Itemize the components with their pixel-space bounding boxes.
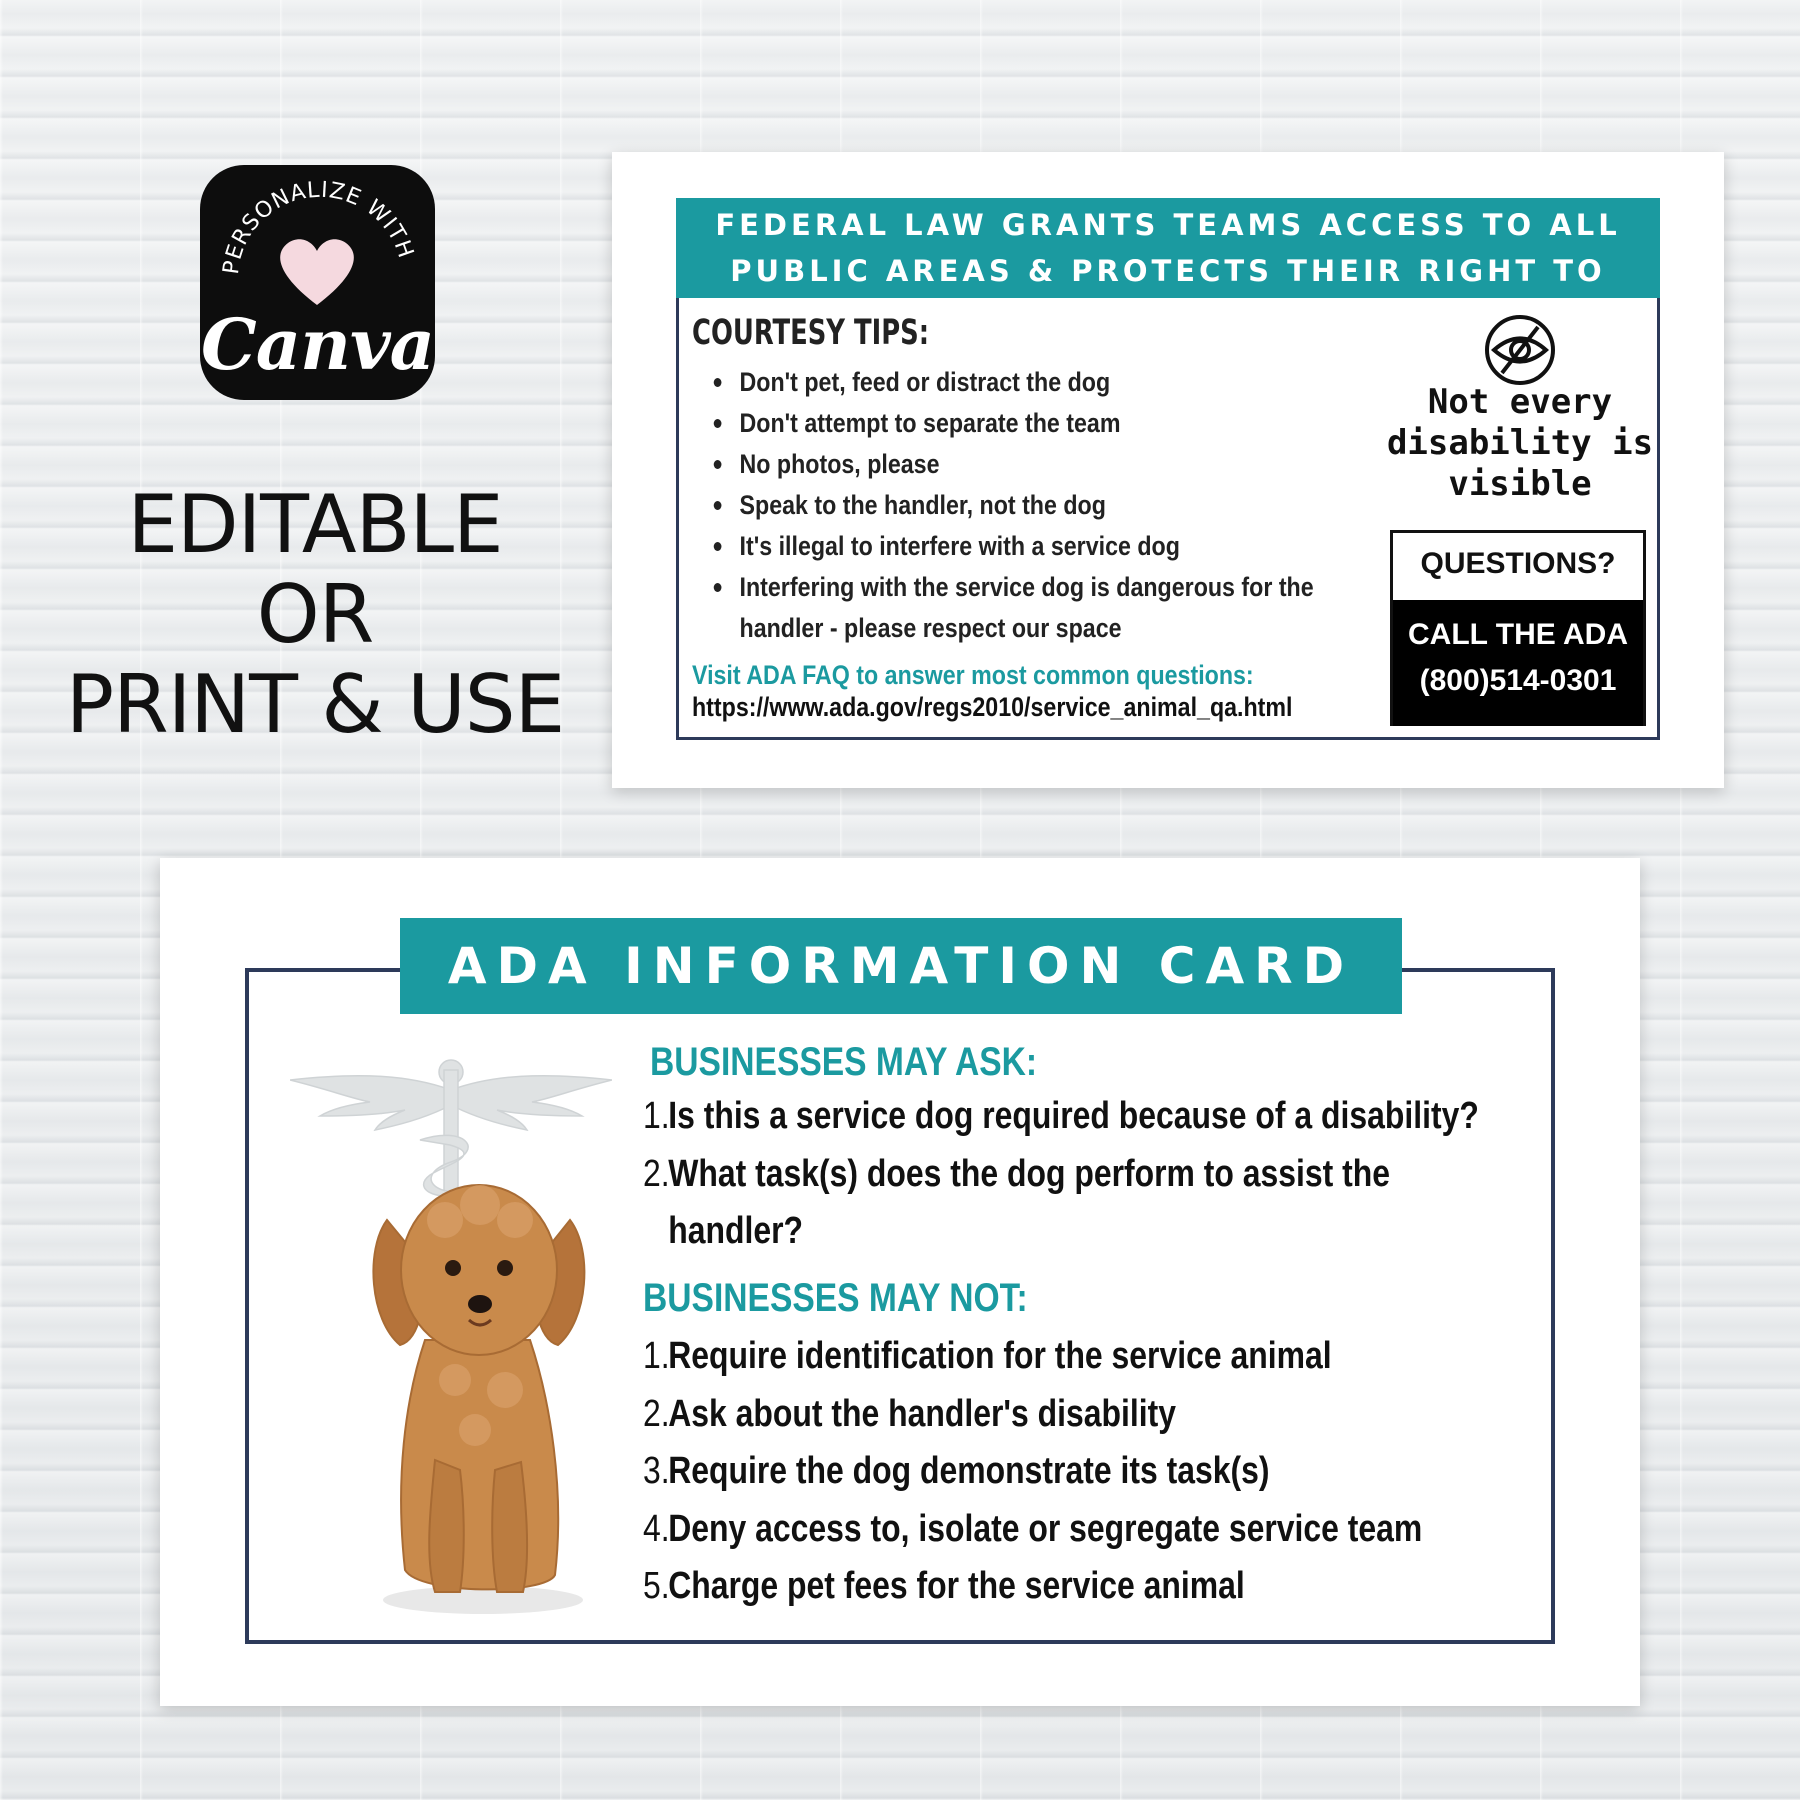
canva-badge bbox=[200, 165, 435, 400]
front-card-header: ADA INFORMATION CARD bbox=[400, 918, 1402, 1014]
badge-arc-text: PERSONALIZE WITH bbox=[218, 177, 419, 276]
questions-box bbox=[1390, 530, 1646, 726]
badge-brand: Canva bbox=[201, 303, 434, 386]
item-text: Is this a service dog required because of a disability? bbox=[668, 1095, 1479, 1137]
may-not-item bbox=[643, 1558, 1422, 1616]
questions-label: QUESTIONS? bbox=[1420, 547, 1616, 580]
call-ada-box bbox=[1393, 600, 1643, 726]
not-every-line-2: disability is bbox=[1386, 423, 1654, 463]
not-every-line-3: visible bbox=[1448, 464, 1592, 504]
may-not-item bbox=[643, 1501, 1422, 1559]
courtesy-tips-title: COURTESY TIPS: bbox=[692, 313, 930, 353]
item-text: handler? bbox=[668, 1210, 803, 1252]
back-header-line-1: FEDERAL LAW GRANTS TEAMS ACCESS TO ALL bbox=[715, 208, 1621, 242]
promo-line-2: OR bbox=[256, 568, 374, 661]
tip-item: Don't attempt to separate the team bbox=[712, 403, 1314, 444]
may-ask-list bbox=[643, 1088, 1638, 1261]
heart-icon bbox=[280, 239, 354, 305]
item-number: 2. bbox=[643, 1392, 670, 1435]
item-text: Deny access to, isolate or segregate service team bbox=[668, 1507, 1423, 1550]
item-text: Charge pet fees for the service animal bbox=[668, 1565, 1245, 1607]
promo-line-3: PRINT & USE bbox=[65, 658, 565, 751]
tip-item: It's illegal to interfere with a service dog bbox=[712, 526, 1314, 567]
may-ask-item bbox=[643, 1203, 1479, 1261]
faq-url: https://www.ada.gov/regs2010/service_animal_qa.html bbox=[692, 692, 1293, 722]
item-text: Require the dog demonstrate its task(s) bbox=[668, 1450, 1270, 1492]
may-not-title: BUSINESSES MAY NOT: bbox=[643, 1276, 1028, 1320]
not-every-disability-text bbox=[1385, 382, 1655, 505]
item-number: 5. bbox=[643, 1565, 670, 1607]
faq-line: Visit ADA FAQ to answer most common questions: bbox=[692, 660, 1254, 690]
may-not-list bbox=[643, 1328, 1571, 1616]
eye-slash-icon bbox=[1480, 315, 1560, 385]
may-not-item bbox=[643, 1386, 1422, 1444]
tip-item: Don't pet, feed or distract the dog bbox=[712, 362, 1314, 403]
call-ada-label: CALL THE ADA bbox=[1408, 618, 1628, 651]
item-number: 3. bbox=[643, 1450, 670, 1492]
back-header-line-2: PUBLIC AREAS & PROTECTS THEIR RIGHT TO PRIVACY bbox=[730, 254, 1606, 334]
tip-item: Speak to the handler, not the dog bbox=[712, 485, 1314, 526]
may-ask-item bbox=[643, 1088, 1479, 1146]
item-text: Require identification for the service animal bbox=[668, 1335, 1332, 1377]
promo-line-1: EDITABLE bbox=[127, 478, 503, 571]
may-not-item bbox=[643, 1328, 1422, 1386]
tip-item-continuation: handler - please respect our space bbox=[739, 613, 1122, 643]
not-every-line-1: Not every bbox=[1427, 382, 1613, 422]
ada-phone-number: (800)514-0301 bbox=[1419, 664, 1617, 697]
may-ask-item bbox=[643, 1146, 1479, 1204]
item-text: Ask about the handler's disability bbox=[668, 1392, 1176, 1435]
promo-text bbox=[60, 480, 570, 750]
tip-item: Interfering with the service dog is dangerous for the bbox=[712, 567, 1314, 608]
item-number: 4. bbox=[643, 1507, 670, 1550]
may-not-item bbox=[643, 1443, 1422, 1501]
poodle-dog-illustration bbox=[365, 1180, 595, 1620]
tip-item: No photos, please bbox=[712, 444, 1314, 485]
item-text: What task(s) does the dog perform to assist the bbox=[668, 1152, 1391, 1195]
item-number: 1. bbox=[643, 1095, 670, 1137]
courtesy-tips-list bbox=[712, 362, 1412, 649]
may-ask-title: BUSINESSES MAY ASK: bbox=[650, 1040, 1038, 1084]
item-number: 1. bbox=[643, 1335, 670, 1377]
item-number: 2. bbox=[643, 1152, 670, 1195]
